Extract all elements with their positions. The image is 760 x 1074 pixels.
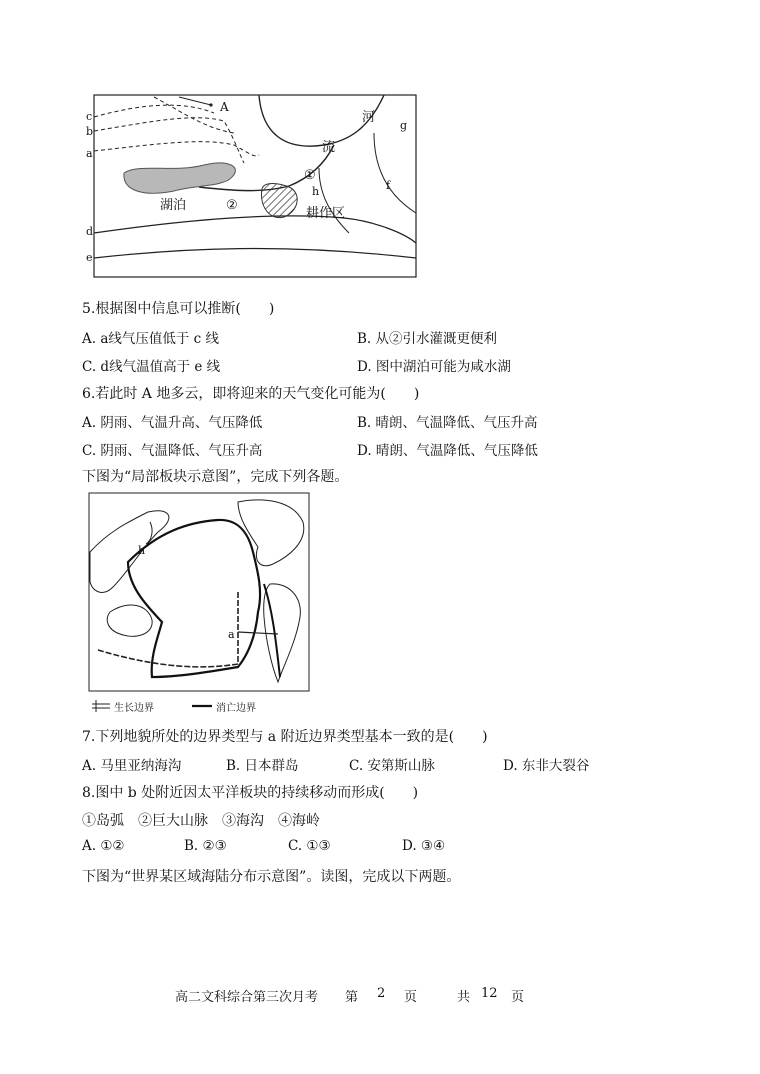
q7-option-a: A. 马里亚纳海沟: [82, 758, 182, 774]
label-d: d: [86, 225, 94, 238]
q8-option-c: C. ①③: [288, 838, 331, 854]
q7-option-b: B. 日本群岛: [226, 758, 299, 774]
q7-option-c: C. 安第斯山脉: [349, 758, 435, 774]
label-river2: 流: [322, 140, 336, 155]
label-circle1: ①: [304, 168, 316, 183]
plate-map-figure: [88, 492, 312, 720]
label-f: f: [386, 179, 391, 192]
legend-growth-icon: [92, 700, 110, 712]
label-circle2: ②: [226, 198, 238, 213]
label-e: e: [86, 251, 93, 264]
q8-stem: 8.图中 b 处附近因太平洋板块的持续移动而形成( ): [82, 785, 419, 801]
q5-option-d: D. 图中湖泊可能为咸水湖: [357, 359, 511, 375]
q8-option-d: D. ③④: [402, 838, 446, 854]
label-river1: 河: [362, 110, 376, 125]
q7-option-d: D. 东非大裂谷: [503, 758, 590, 774]
footer-page-prefix: 第: [345, 990, 359, 1005]
contour-map-figure: [84, 93, 420, 279]
label-point-a: A: [220, 100, 229, 114]
label-g: g: [400, 119, 408, 132]
label-a: a: [86, 147, 93, 160]
plate-label-h: h: [138, 544, 146, 557]
q6-option-a: A. 阴雨、气温升高、气压降低: [82, 415, 263, 431]
intro-region-figure: 下图为“世界某区域海陆分布示意图”。读图，完成以下两题。: [82, 869, 461, 885]
footer-page-number: 2: [377, 986, 386, 1001]
footer-total-unit: 页: [511, 990, 525, 1005]
footer-total-number: 12: [481, 986, 498, 1001]
q5-option-b: B. 从②引水灌溉更便利: [357, 331, 498, 347]
footer-total-prefix: 共: [457, 990, 471, 1005]
legend-subduction-label: 消亡边界: [216, 703, 256, 714]
q5-option-a: A. a线气压值低于 c 线: [82, 331, 220, 347]
label-b: b: [86, 125, 94, 138]
q6-option-b: B. 晴朗、气温降低、气压升高: [357, 415, 538, 431]
q6-option-c: C. 阴雨、气温降低、气压升高: [82, 443, 263, 459]
footer-page-unit: 页: [404, 990, 418, 1005]
label-h: h: [312, 185, 320, 198]
label-c: c: [86, 110, 93, 123]
q8-option-b: B. ②③: [184, 838, 227, 854]
q7-stem: 7.下列地貌所处的边界类型与 a 附近边界类型基本一致的是( ): [82, 729, 488, 745]
q5-option-c: C. d线气温值高于 e 线: [82, 359, 221, 375]
q6-stem: 6.若此时 A 地多云，即将迎来的天气变化可能为( ): [82, 386, 420, 402]
plate-label-a: a: [228, 628, 235, 641]
label-farm: 耕作区: [306, 206, 346, 221]
q6-option-d: D. 晴朗、气温降低、气压降低: [357, 443, 538, 459]
q8-option-a: A. ①②: [82, 838, 125, 854]
label-lake: 湖泊: [160, 198, 187, 213]
footer-exam-title: 高二文科综合第三次月考: [175, 990, 319, 1005]
point-a: [209, 103, 212, 106]
q5-stem: 5.根据图中信息可以推断( ): [82, 301, 275, 317]
q8-items: ①岛弧 ②巨大山脉 ③海沟 ④海岭: [82, 813, 320, 829]
legend-growth-label: 生长边界: [114, 703, 154, 714]
intro-plate-figure: 下图为“局部板块示意图”，完成下列各题。: [82, 469, 349, 485]
